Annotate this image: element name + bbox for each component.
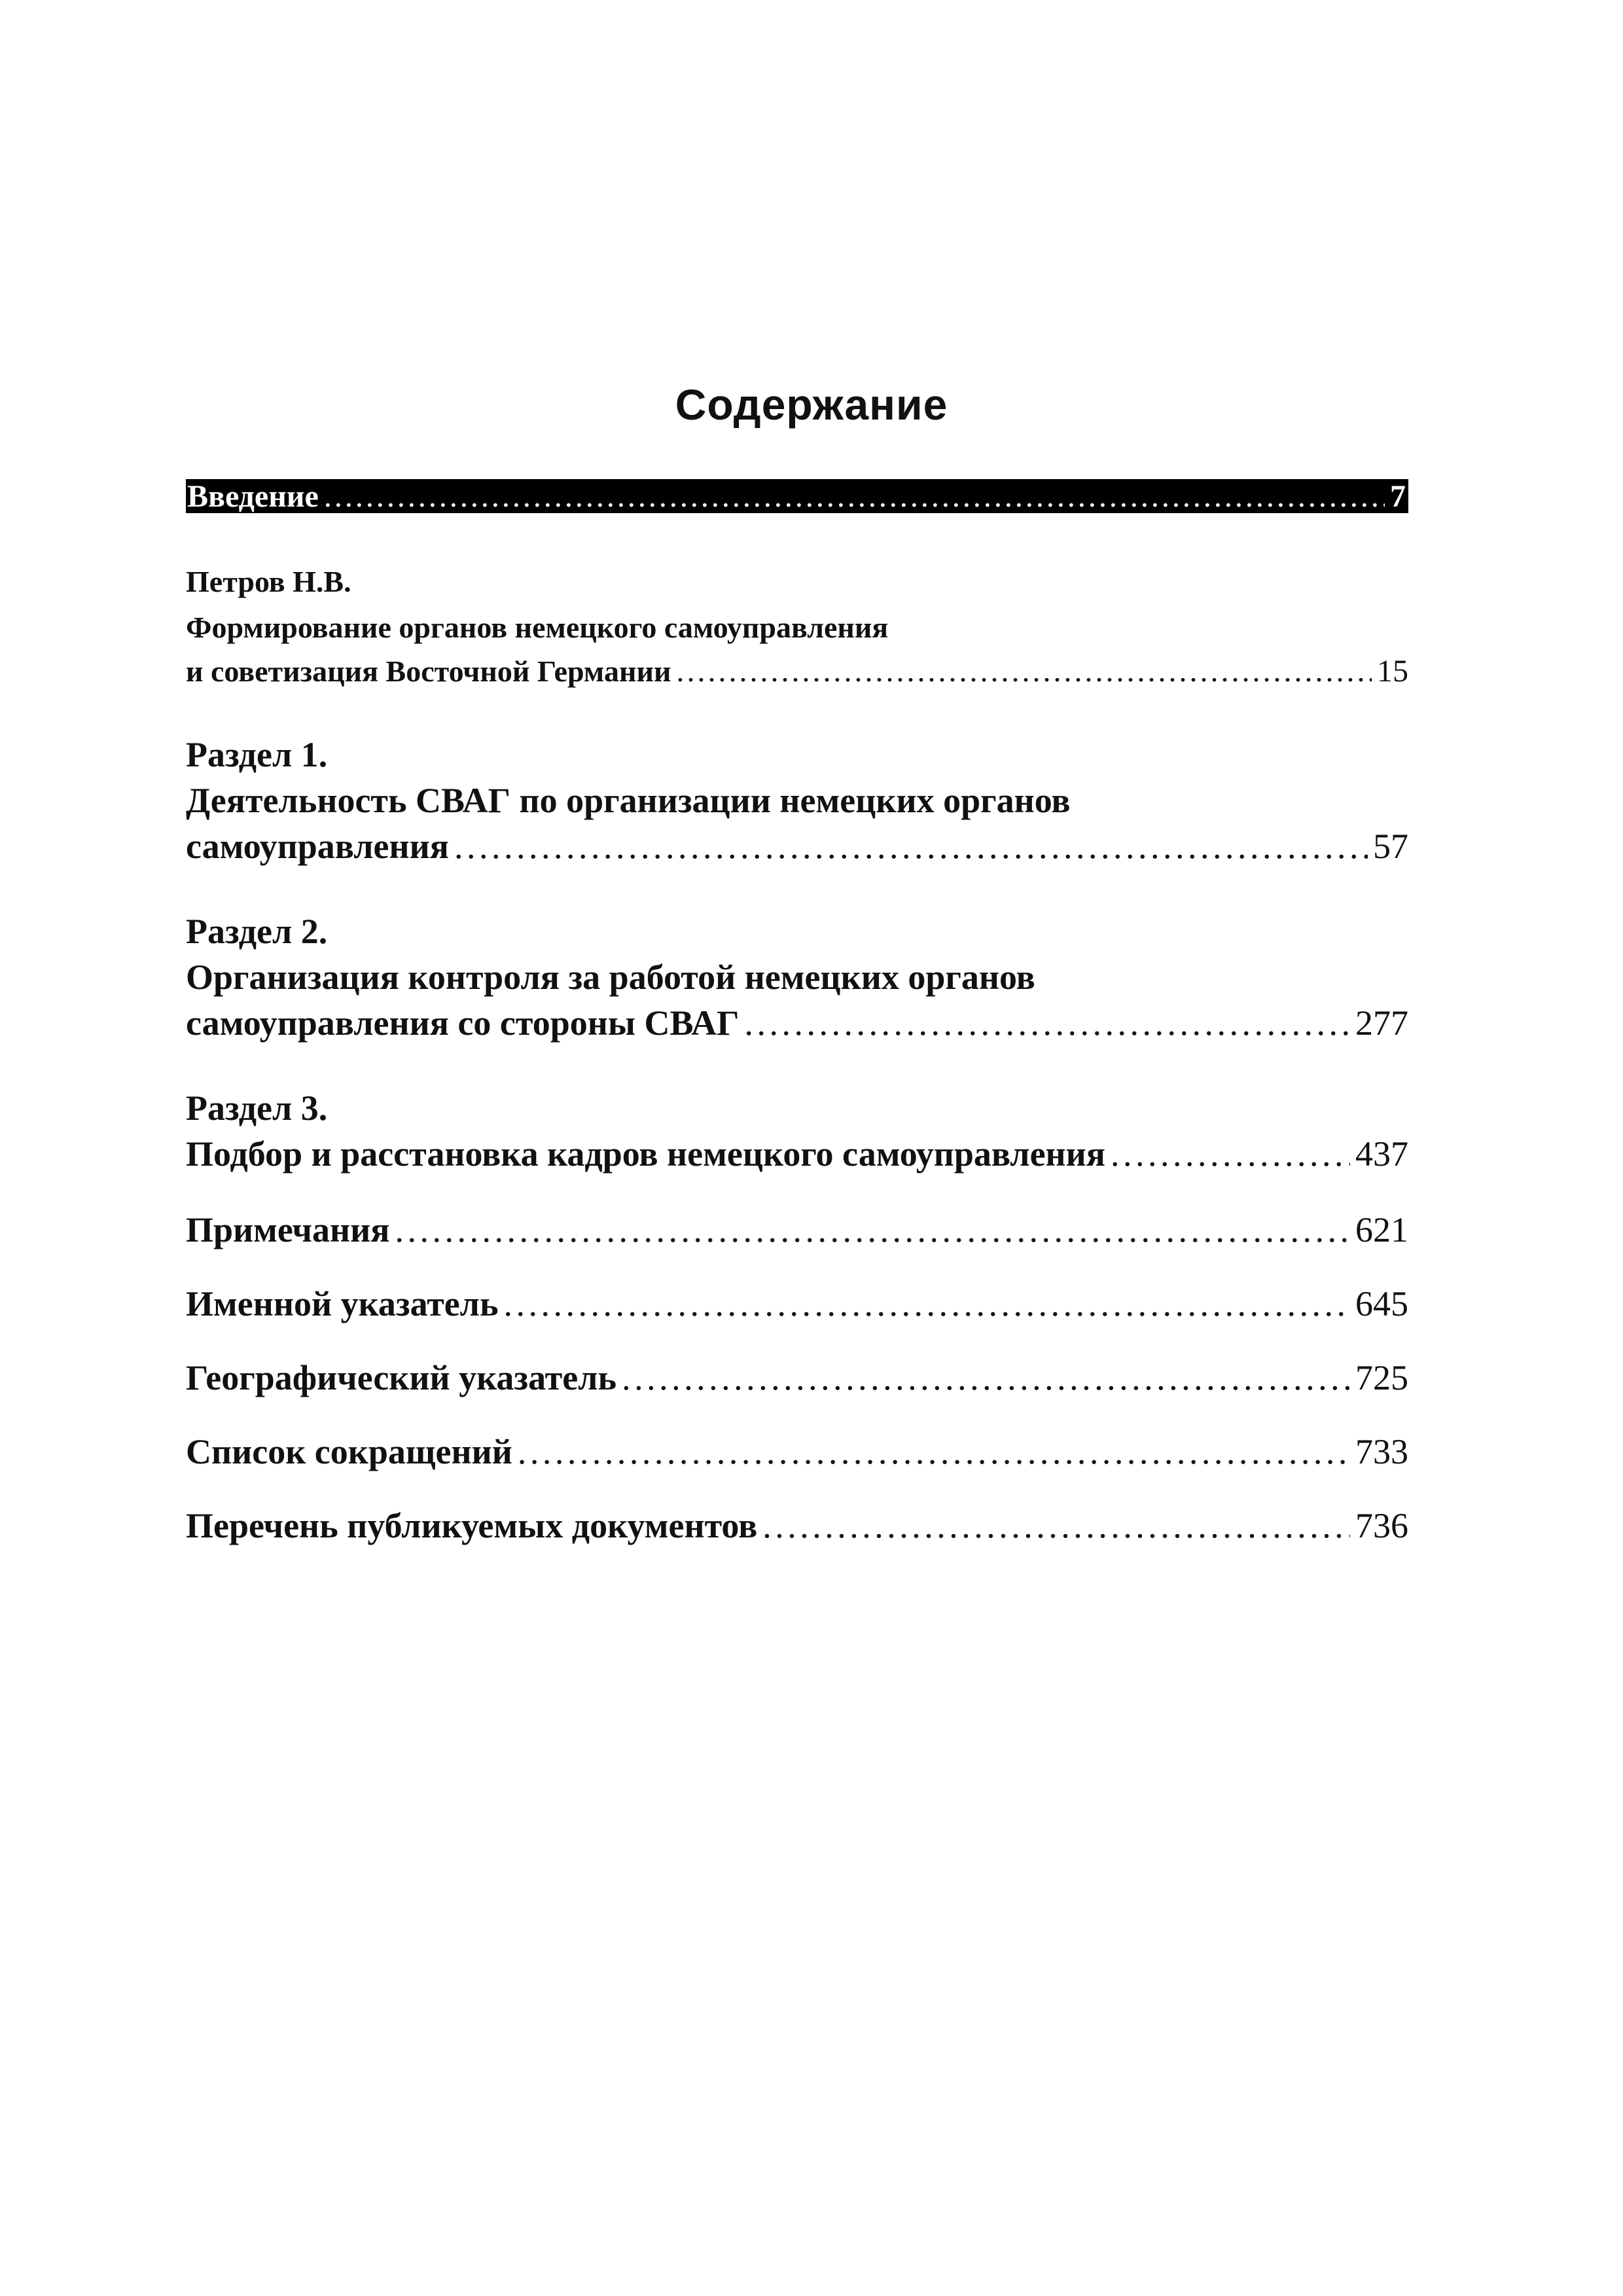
section-heading: Раздел 3. bbox=[186, 1088, 328, 1128]
dot-leader bbox=[622, 1357, 1350, 1398]
toc-entry-label: Введение bbox=[187, 478, 319, 514]
toc-entry-petrov[interactable] bbox=[186, 653, 1408, 689]
section-heading: Раздел 2. bbox=[186, 912, 328, 951]
dot-leader bbox=[1111, 1134, 1350, 1174]
dot-leader bbox=[454, 826, 1368, 867]
dot-leader bbox=[518, 1431, 1350, 1472]
toc-entry-documents-list[interactable] bbox=[186, 1505, 1408, 1546]
toc-page-number: 437 bbox=[1355, 1134, 1408, 1174]
dot-leader bbox=[324, 478, 1385, 514]
toc-entry-label: Список сокращений bbox=[186, 1432, 512, 1471]
toc-entry-name-index[interactable] bbox=[186, 1283, 1408, 1324]
toc-entry-abbreviations[interactable] bbox=[186, 1431, 1408, 1472]
toc-entry-title-line: Деятельность СВАГ по организации немецких органов bbox=[186, 781, 1071, 820]
dot-leader bbox=[676, 653, 1372, 689]
toc-entry-title-line: и советизация Восточной Германии bbox=[186, 655, 671, 688]
toc-page-number: 621 bbox=[1355, 1210, 1408, 1249]
toc-entry-section-3[interactable] bbox=[186, 1134, 1408, 1174]
toc-entry-section-2[interactable] bbox=[186, 1003, 1408, 1043]
toc-entry-intro[interactable] bbox=[186, 479, 1408, 513]
toc-page-number: 7 bbox=[1390, 478, 1406, 514]
toc-page-number: 725 bbox=[1355, 1358, 1408, 1397]
toc-entry-label: Перечень публикуемых документов bbox=[186, 1506, 758, 1545]
toc-entry-section-1[interactable] bbox=[186, 826, 1408, 867]
toc-entry-geo-index[interactable] bbox=[186, 1357, 1408, 1398]
toc-entry-title-line: Подбор и расстановка кадров немецкого самоуправления bbox=[186, 1134, 1106, 1174]
toc-entry-label: Географический указатель bbox=[186, 1358, 617, 1397]
toc-page-number: 645 bbox=[1355, 1284, 1408, 1323]
toc-page-number: 57 bbox=[1373, 827, 1408, 866]
toc-entry-title-line: Формирование органов немецкого самоуправления bbox=[186, 611, 889, 644]
toc-entry-title-line: самоуправления со стороны СВАГ bbox=[186, 1003, 740, 1043]
dot-leader bbox=[744, 1003, 1350, 1043]
toc-entry-label: Примечания bbox=[186, 1210, 390, 1249]
dot-leader bbox=[395, 1210, 1350, 1250]
toc-page-number: 15 bbox=[1377, 654, 1408, 689]
toc-page-number: 736 bbox=[1355, 1506, 1408, 1545]
toc-author: Петров Н.В. bbox=[186, 565, 351, 598]
toc-entry-notes[interactable] bbox=[186, 1210, 1408, 1250]
dot-leader bbox=[762, 1505, 1350, 1546]
section-heading: Раздел 1. bbox=[186, 735, 328, 774]
page-title: Содержание bbox=[675, 380, 948, 429]
toc-entry-title-line: самоуправления bbox=[186, 827, 449, 866]
toc-page-number: 277 bbox=[1355, 1003, 1408, 1043]
toc-page-number: 733 bbox=[1355, 1432, 1408, 1471]
dot-leader bbox=[504, 1283, 1350, 1324]
toc-entry-title-line: Организация контроля за работой немецких органов bbox=[186, 958, 1035, 997]
toc-entry-label: Именной указатель bbox=[186, 1284, 499, 1323]
